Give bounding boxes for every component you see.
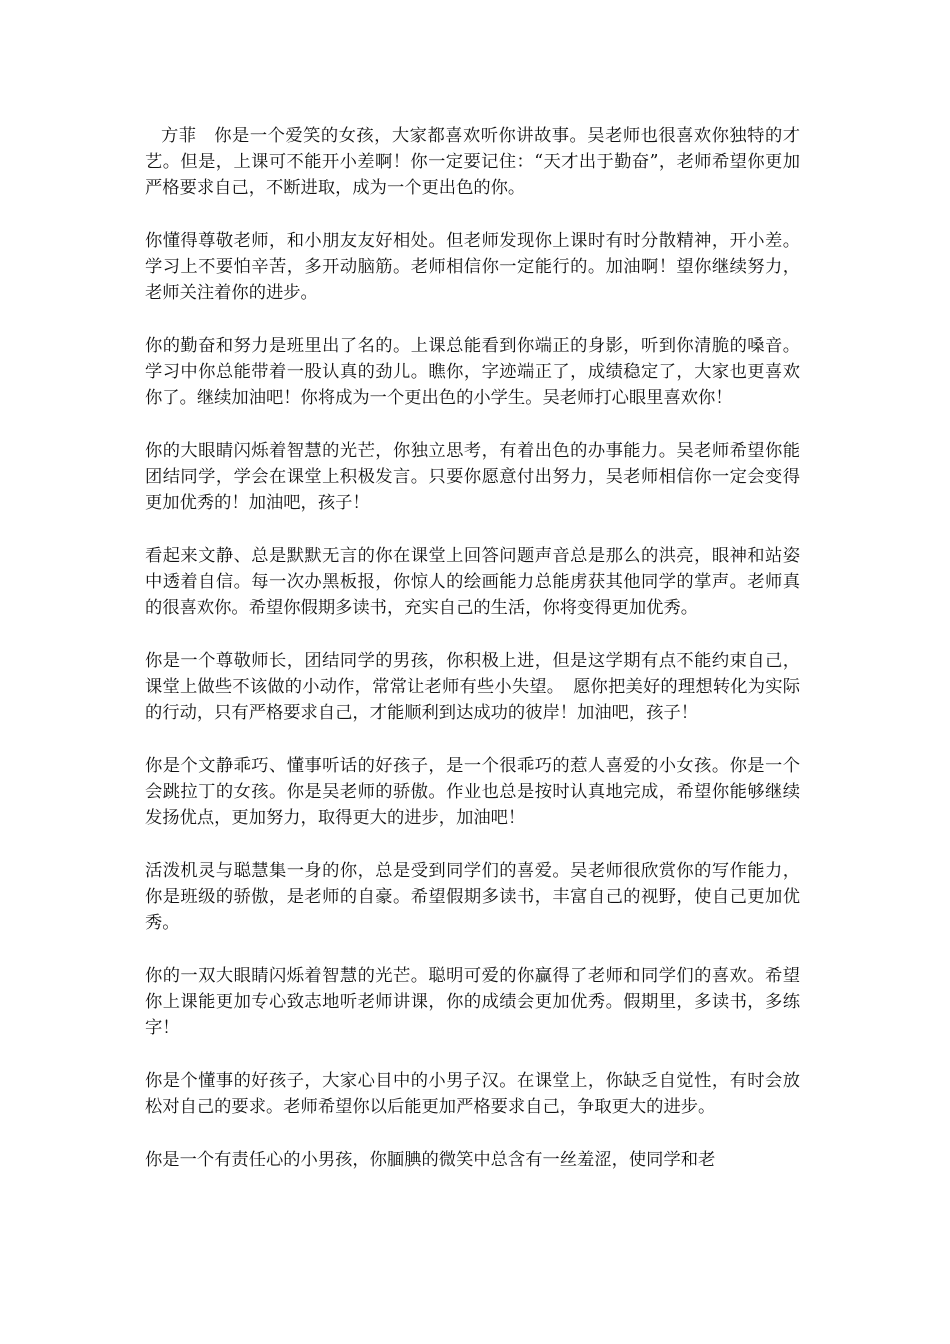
paragraph-9: 你的一双大眼睛闪烁着智慧的光芒。聪明可爱的你赢得了老师和同学们的喜欢。希望你上课能更加专心致志地听老师讲课，你的成绩会更加优秀。假期里，多读书，多练字！ [145, 966, 800, 1038]
paragraph-11: 你是一个有责任心的小男孩，你腼腆的微笑中总含有一丝羞涩，使同学和老 [145, 1150, 716, 1170]
paragraph-8: 活泼机灵与聪慧集一身的你，总是受到同学们的喜爱。吴老师很欣赏你的写作能力，你是班级的骄傲，是老师的自豪。希望假期多读书，丰富自己的视野，使自己更加优秀。 [145, 861, 800, 933]
paragraph-1: 方菲 你是一个爱笑的女孩，大家都喜欢听你讲故事。吴老师也很喜欢你独特的才艺。但是，上课可不能开小差啊！你一定要记住：“天才出于勤奋”，老师希望你更加严格要求自己，不断进取，成为一个更出色的你。 [145, 126, 800, 198]
paragraph-4: 你的大眼睛闪烁着智慧的光芒，你独立思考，有着出色的办事能力。吴老师希望你能团结同学，学会在课堂上积极发言。只要你愿意付出努力，吴老师相信你一定会变得更加优秀的！加油吧，孩子！ [145, 441, 800, 513]
paragraph-7: 你是个文静乖巧、懂事听话的好孩子，是一个很乖巧的惹人喜爱的小女孩。你是一个会跳拉丁的女孩。你是吴老师的骄傲。作业也总是按时认真地完成，希望你能够继续发扬优点，更加努力，取得更大的进步，加油吧！ [145, 756, 800, 828]
document-body [145, 123, 800, 1200]
paragraph-10: 你是个懂事的好孩子，大家心目中的小男子汉。在课堂上，你缺乏自觉性，有时会放松对自己的要求。老师希望你以后能更加严格要求自己，争取更大的进步。 [145, 1071, 800, 1117]
paragraph-2: 你懂得尊敬老师，和小朋友友好相处。但老师发现你上课时有时分散精神，开小差。学习上不要怕辛苦，多开动脑筋。老师相信你一定能行的。加油啊！望你继续努力，老师关注着你的进步。 [145, 231, 800, 303]
paragraph-5: 看起来文静、总是默默无言的你在课堂上回答问题声音总是那么的洪亮，眼神和站姿中透着自信。每一次办黑板报，你惊人的绘画能力总能虏获其他同学的掌声。老师真的很喜欢你。希望你假期多读书，充实自己的生活，你将变得更加优秀。 [145, 546, 800, 618]
paragraph-3: 你的勤奋和努力是班里出了名的。上课总能看到你端正的身影，听到你清脆的嗓音。学习中你总能带着一股认真的劲儿。瞧你，字迹端正了，成绩稳定了，大家也更喜欢你了。继续加油吧！你将成为一个更出色的小学生。吴老师打心眼里喜欢你！ [145, 336, 800, 408]
paragraph-6: 你是一个尊敬师长，团结同学的男孩，你积极上进，但是这学期有点不能约束自己，课堂上做些不该做的小动作，常常让老师有些小失望。 愿你把美好的理想转化为实际的行动，只有严格要求自己，才能顺利到达成功的彼岸！加油吧，孩子！ [145, 651, 800, 723]
